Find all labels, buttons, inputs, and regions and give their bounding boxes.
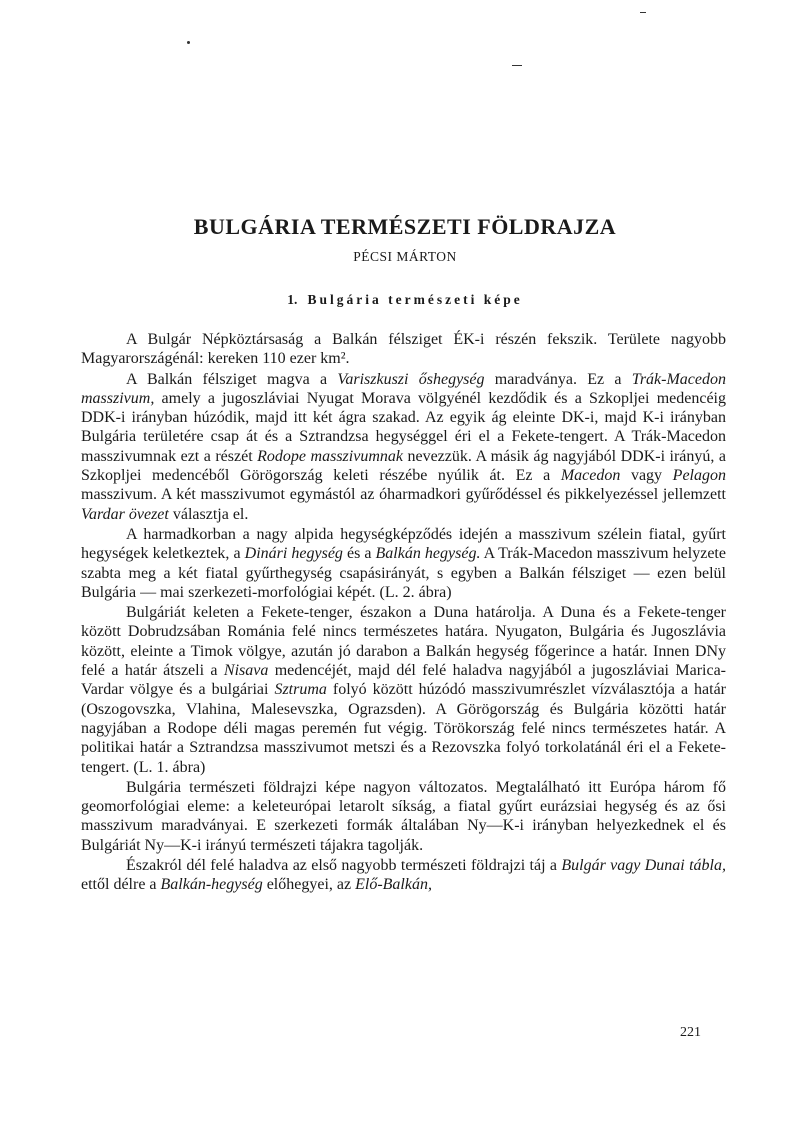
paragraph	[81, 603, 726, 777]
text-run: vagy	[620, 467, 673, 485]
text-run: Északról dél felé haladva az első nagyobb természeti földrajzi táj a	[126, 857, 562, 875]
italic-term: Balkán hegység.	[375, 545, 481, 563]
text-run: Bulgária természeti földrajzi képe nagyon változatos. Megtalálható itt Európa három fő geomorfológiai eleme: a keleteurópai letarolt síkság, a fiatal gyűrt eurázsiai hegység és az ősi masszivum maradványai. E szerkezeti formák általában Ny—K-i irányban helyezkednek el és Bulgáriát Ny—K-i irányú természeti tájakra tagolják.	[81, 778, 726, 854]
text-run: választja el.	[168, 505, 249, 523]
body-text	[81, 330, 726, 895]
text-run: Bulgáriát keleten a Fekete-tenger, északon a Duna határolja. A Duna és a Fekete-tenger között Dobrudzsában Románia felé nincs természetes határa. Nyugaton, Bulgária és Jugoszlávia között, eleinte a Timok völgye, azután jó darabon a Balkán hegység főgerince a határ. Innen DNy felé a határ átszeli a	[81, 604, 726, 680]
italic-term: Balkán-hegység	[160, 876, 263, 894]
section-title: Bulgária természeti képe	[307, 292, 523, 307]
italic-term: Pelagon	[672, 467, 726, 485]
paragraph	[81, 856, 726, 895]
scan-speck	[512, 65, 522, 66]
section-heading	[0, 292, 810, 308]
italic-term: Sztruma	[274, 681, 327, 699]
italic-term: Trák-Macedon masszivum,	[81, 370, 726, 407]
text-run: A Balkán félsziget magva a	[126, 370, 338, 388]
text-run: ettől délre a	[81, 876, 161, 894]
article-title: BULGÁRIA TERMÉSZETI FÖLDRAJZA	[193, 214, 617, 239]
page-number: 221	[680, 1025, 701, 1040]
text-run: A harmadkorban a nagy alpida hegységképződés idején a masszivum szélein fiatal, gyűrt hegységek keletkeztek, a	[81, 525, 726, 563]
paragraph	[81, 778, 726, 855]
paragraph	[81, 525, 726, 602]
text-run: nevezzük. A másik ág nagyjából DDK-i irányú, a Szkopljei medencéből Görögország keleti részébe nyúlik át. Ez a	[81, 447, 726, 485]
text-run: A Bulgár Népköztársaság a Balkán félsziget ÉK-i részén fekszik. Területe nagyobb Magyarországénál: kereken 110 ezer km².	[81, 331, 726, 368]
text-run: és a	[342, 545, 376, 563]
text-run: amely a jugoszláviai Nyugat Morava völgyénél kezdődik és a Szkopljei medencéig DDK-i irányban húzódik, majd itt két ágra szakad. Az egyik ág eleinte DK-i, majd K-i irányban Bulgária területére csap át és a Sztrandzsa hegységgel éri el a Fekete-tengert. A Trák-Macedon masszivumnak ezt a részét	[81, 389, 726, 465]
article-author: PÉCSI MÁRTON	[353, 249, 457, 264]
italic-term: Rodope masszivumnak	[257, 447, 403, 465]
paragraph	[81, 330, 726, 369]
italic-term: Nisava	[223, 662, 269, 680]
section-number: 1.	[287, 292, 298, 307]
text-run: A Trák-Macedon masszivum helyzete szabta meg a két fiatal gyűrthegység csapásirányát, s egyben a Balkán félsziget — ezen belül Bulgária — mai szerkezeti-morfológiai képét. (L. 2. ábra)	[81, 545, 726, 601]
text-run: masszivum. A két masszivumot egymástól az óharmadkori gyűrődéssel és pikkelyezéssel jellemzett	[81, 486, 726, 504]
text-run: előhegyei, az	[262, 876, 356, 894]
italic-term: Elő-Balkán,	[355, 876, 432, 894]
italic-term: Dinári hegység	[244, 545, 343, 563]
italic-term: Variszkuszi őshegység	[337, 370, 485, 388]
text-run: medencéjét, majd dél felé haladva nagyjából a jugoszláviai Marica-Vardar völgye és a bulgáriai	[81, 662, 726, 699]
italic-term: Bulgár vagy Dunai tábla,	[561, 857, 727, 875]
italic-term: Macedon	[560, 467, 621, 485]
scan-speck	[187, 41, 190, 44]
scan-speck	[640, 12, 646, 13]
text-run: folyó között húzódó masszivumrészlet vízválasztója a határ (Oszogovszka, Vlahina, Malesevszka, Ograzsden). A Görögország és Bulgária közötti határ nagyjában a Rodope déli magas peremén fut végig. Törökország felé nincs természetes határ. A politikai határ a Sztrandzsa masszivumot metszi és a Rezovszka folyó torkolatánál éri el a Fekete-tengert. (L. 1. ábra)	[81, 681, 727, 776]
paragraph	[81, 370, 726, 524]
text-run: maradványa. Ez a	[484, 370, 632, 388]
italic-term: Vardar övezet	[81, 505, 169, 523]
